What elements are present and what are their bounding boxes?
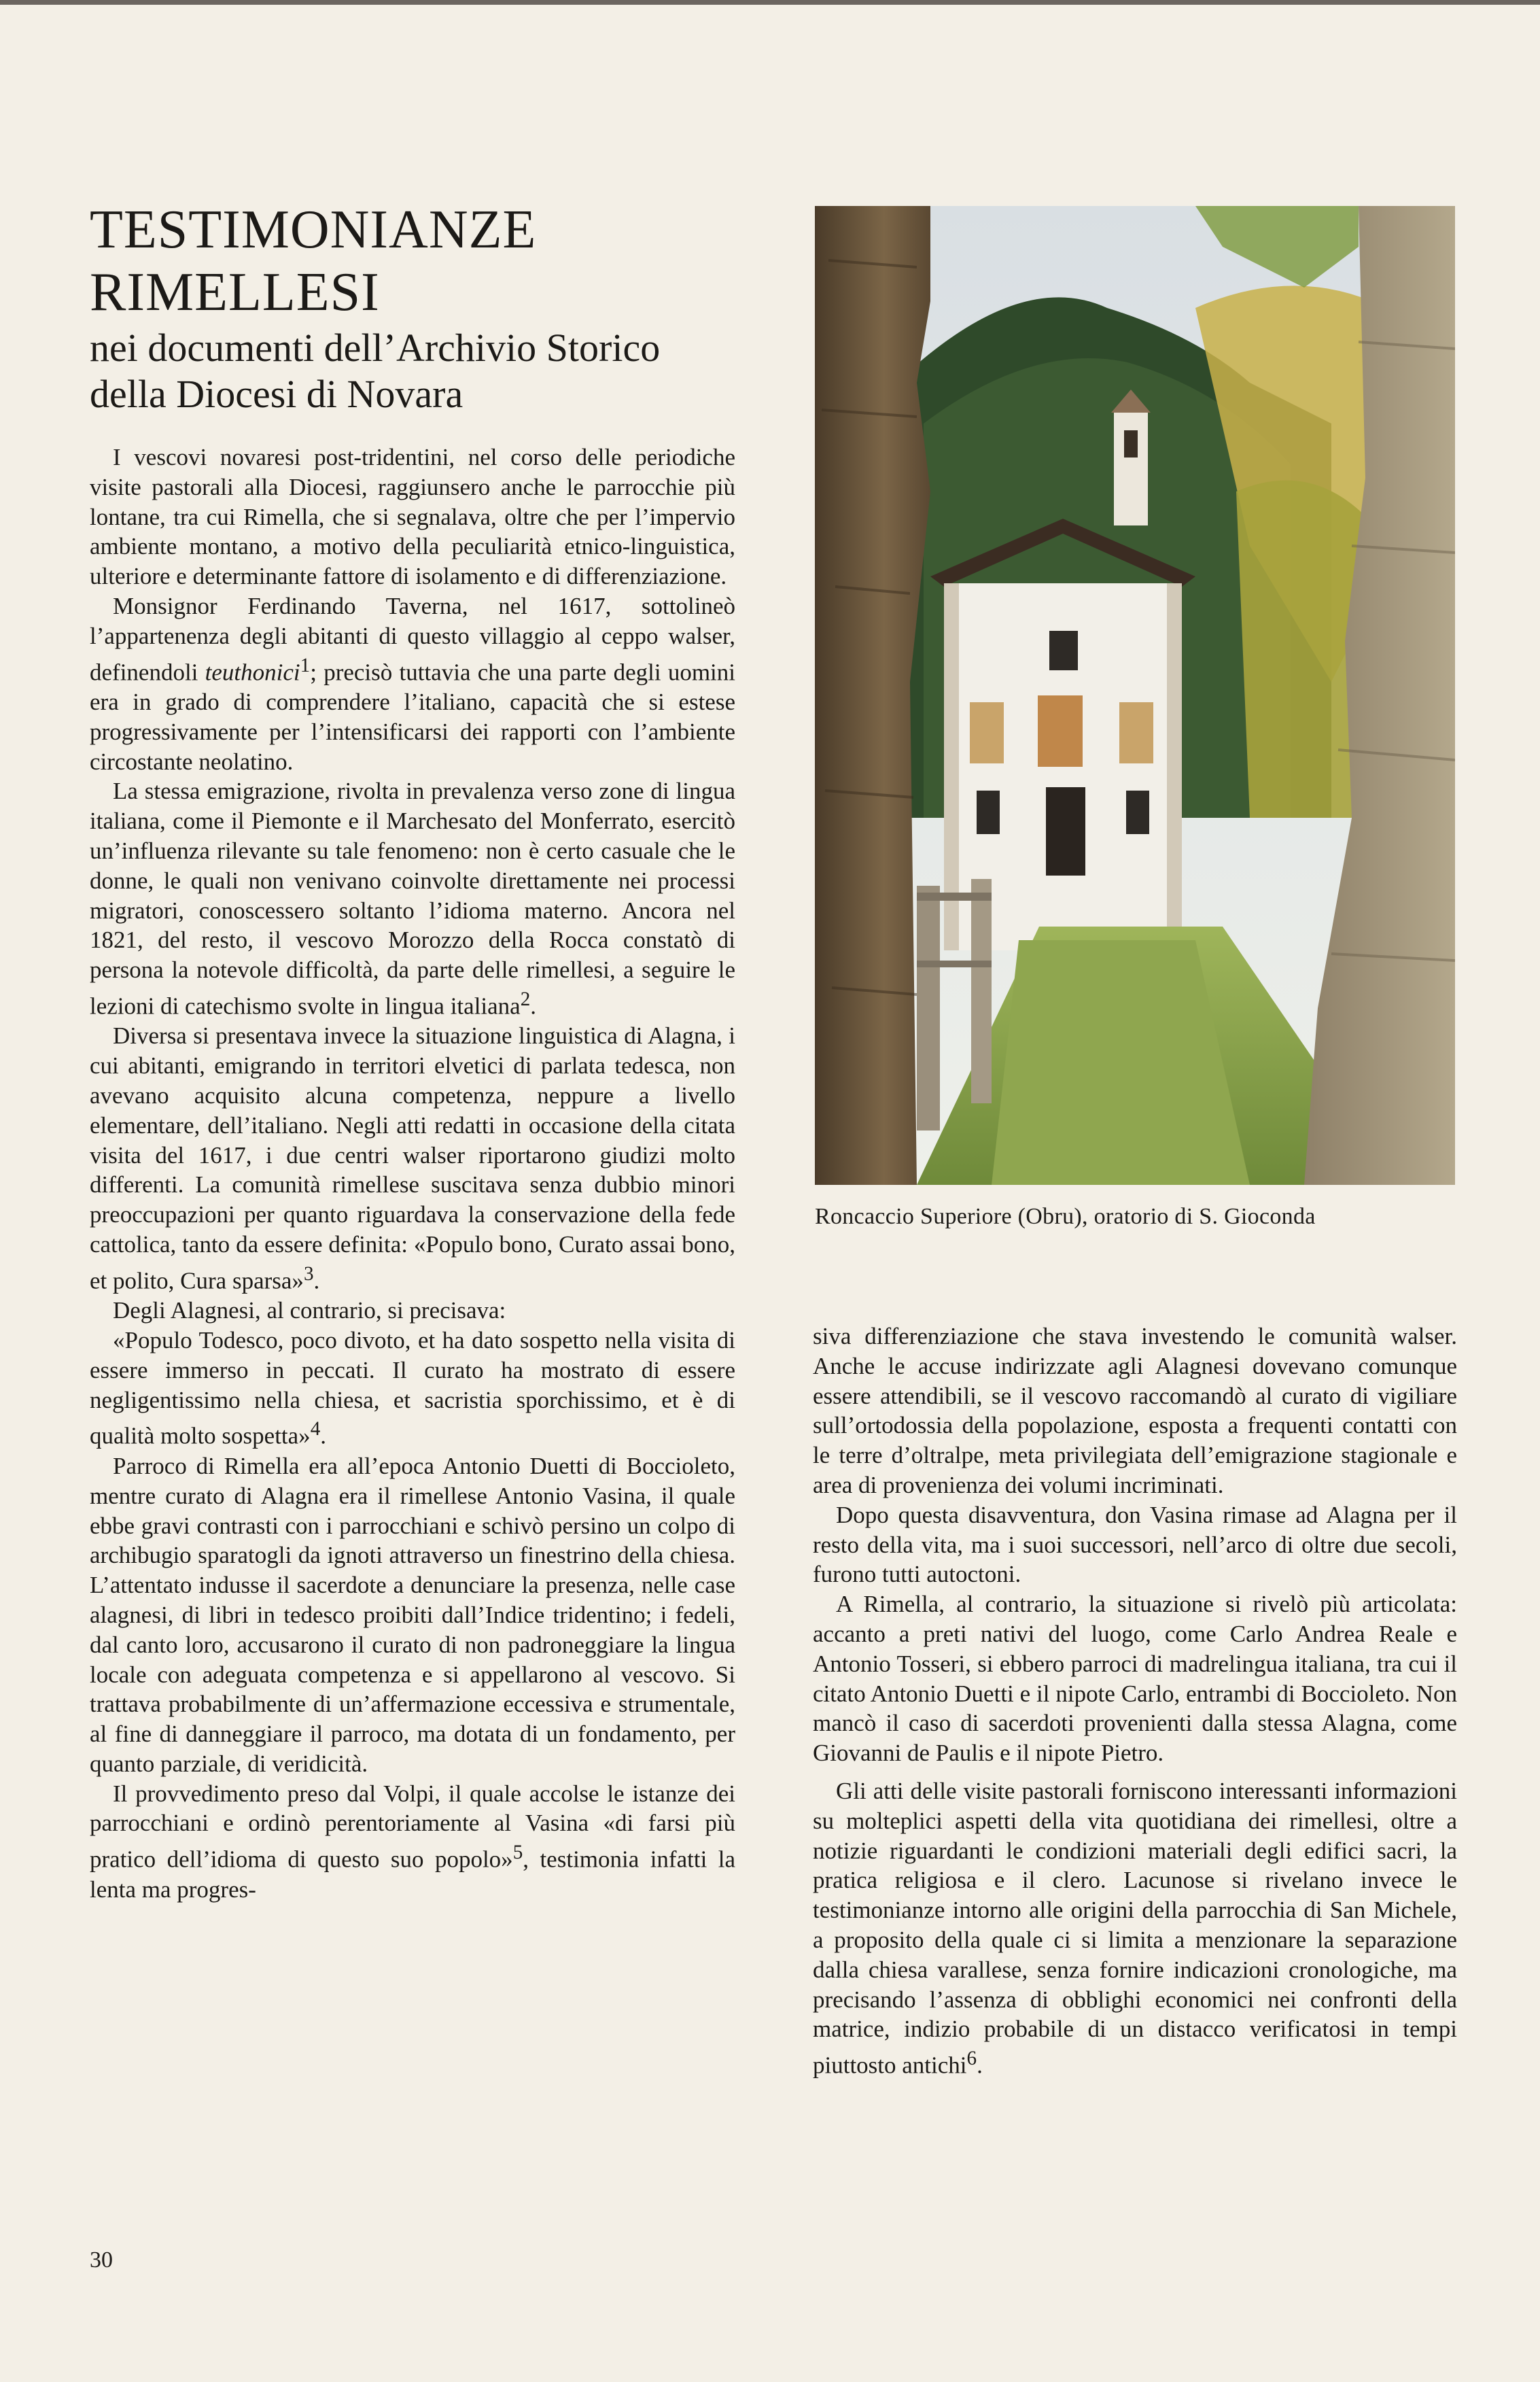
paragraph: A Rimella, al contrario, la situazione si rivelò più articolata: accanto a preti nativi del luogo, come Carlo Andrea Reale e Antonio Tosseri, si ebbero parroci di madrelingua italiana, tra cui il citato Antonio Duetti e il nipote Carlo, entrambi di Boccioleto. Non mancò il caso di sacerdoti provenienti dalla stessa Alagna, come Giovanni de Paulis e il nipote Pietro. — [813, 1591, 1457, 1767]
paragraph: Parroco di Rimella era all’epoca Antonio Duetti di Boccioleto, mentre curato di Alagna era il rimellese Antonio Vasina, il quale ebbe gravi contrasti con i parrocchiani e schivò persino un colpo di archibugio sparatogli da ignoti attraverso un finestrino della chiesa. L’attentato indusse il sacerdote a denunciare la presenza, nelle case alagnesi, di libri in tedesco proibiti dall’Indice tridentino; i fedeli, dal canto loro, accusarono il curato di non padroneggiare la lingua locale con adeguata competenza e si appellarono al vescovo. Si trattava probabilmente di un’affermazione eccessiva e strumentale, al fine di danneggiare il parroco, ma dotata di un fondamento, per quanto parziale, di veridicità. — [90, 1452, 735, 1777]
paragraph: Monsignor Ferdinando Taverna, nel 1617, sottolineò l’appartenenza degli abitanti di questo villaggio al ceppo walser, definendoli teuthonici$^1$; precisò tuttavia che una parte degli uomini era in grado di comprendere l’italiano, capacità che si estese progressivamente per l’intensificarsi dei rapporti con l’ambiente circostante neolatino. — [90, 592, 736, 775]
oratory-photo — [815, 206, 1455, 1185]
footnote-ref: 2 — [520, 988, 531, 1010]
article-subtitle — [90, 325, 742, 417]
paragraph: Degli Alagnesi, al contrario, si precisava: — [113, 1297, 506, 1324]
paragraph: Il provvedimento preso dal Volpi, il quale accolse le istanze dei parrocchiani e ordinò perentoriamente al Vasina «di farsi più pratico dell’idioma di questo suo popolo»$^5$, testimonia infatti la lenta ma progres- — [90, 1780, 736, 1903]
subtitle-line-1: nei documenti dell’Archivio Storico — [90, 326, 661, 370]
footnote-ref: 4 — [310, 1418, 321, 1440]
right-text-column — [813, 1322, 1457, 2081]
footnote-ref: 1 — [300, 654, 311, 676]
paragraph: La stessa emigrazione, rivolta in prevalenza verso zone di lingua italiana, come il Piemonte e il Marchesato del Monferrato, esercitò un’influenza rilevante su tale fenomeno: non è certo casuale che le donne, le quali non venivano coinvolte direttamente nei processi migratori, conoscessero soltanto l’idioma materno. Ancora nel 1821, del resto, il vescovo Morozzo della Rocca constatò di persona la notevole difficoltà, da parte delle rimellesi, a seguire le lezioni di catechismo svolte in lingua italiana$^2$. — [90, 778, 735, 1020]
footnote-ref: 3 — [303, 1262, 314, 1285]
photo-illustration — [815, 206, 1455, 1185]
page-top-border — [0, 0, 1540, 5]
article-header — [90, 198, 742, 417]
paragraph: Dopo questa disavventura, don Vasina rimase ad Alagna per il resto della vita, ma i suoi successori, nell’arco di oltre due secoli, furono tutti autoctoni. — [813, 1501, 1457, 1588]
footnote-ref: 5 — [512, 1842, 523, 1864]
paragraph: Diversa si presentava invece la situazione linguistica di Alagna, i cui abitanti, emigrando in territori elvetici di parlata tedesca, non avevano acquisito alcuna competenza, neppure a livello elementare, dell’italiano. Negli atti redatti in occasione della citata visita del 1617, i due centri walser riportarono giudizi molto differenti. La comunità rimellese suscitava senza dubbio minori preoccupazioni per quanto riguardava la conservazione della fede cattolica, tanto da essere definita: «Populo bono, Curato assai bono, et polito, Cura sparsa»$^3$. — [90, 1022, 735, 1294]
italic-term: teuthonici — [205, 659, 300, 686]
page-number: 30 — [90, 2247, 113, 2273]
paragraph: I vescovi novaresi post-tridentini, nel corso delle periodiche visite pastorali alla Diocesi, raggiunsero anche le parrocchie più lontane, tra cui Rimella, che si segnalava, oltre che per l’impervio ambiente montano, a motivo della peculiarità etnico-linguistica, ulteriore e determinante fattore di isolamento e di differenziazione. — [90, 444, 735, 590]
paragraph: Gli atti delle visite pastorali forniscono interessanti informazioni su molteplici aspetti della vita quotidiana dei rimellesi, oltre a notizie riguardanti le condizioni materiali degli edifici sacri, la pratica religiosa e il clero. Lacunose si rivelano invece le testimonianze intorno alle origini della parrocchia di San Michele, a proposito della quale ci si limita a menzionare la separazione dalla chiesa varallese, senza fornire indicazioni cronologiche, ma precisando l’assenza di obblighi economici nei confronti della matrice, indizio probabile di un distacco verificatosi in tempi piuttosto antichi$^6$. — [813, 1777, 1457, 2079]
left-text-column — [90, 443, 735, 1905]
quote-paragraph: «Populo Todesco, poco divoto, et ha dato sospetto nella visita di essere immerso in peccati. Il curato ha mostrato di essere negligentissimo nella chiesa, et sacristia sporchissimo, et è di qualità molto sospetta»$^4$. — [90, 1327, 735, 1450]
subtitle-line-2: della Diocesi di Novara — [90, 372, 463, 416]
photo-caption: Roncaccio Superiore (Obru), oratorio di S. Gioconda — [815, 1204, 1316, 1229]
article-title: TESTIMONIANZE RIMELLESI — [90, 200, 537, 322]
paragraph: siva differenziazione che stava investendo le comunità walser. Anche le accuse indirizzate agli Alagnesi dovevano comunque essere attendibili, se il vescovo raccomandò al curato di vigiliare sull’ortodossia della popolazione, esposta a frequenti contatti con le terre d’oltralpe, meta privilegiata dell’emigrazione stagionale e area di provenienza dei volumi incriminati. — [813, 1323, 1457, 1498]
footnote-ref: 6 — [966, 2048, 977, 2070]
